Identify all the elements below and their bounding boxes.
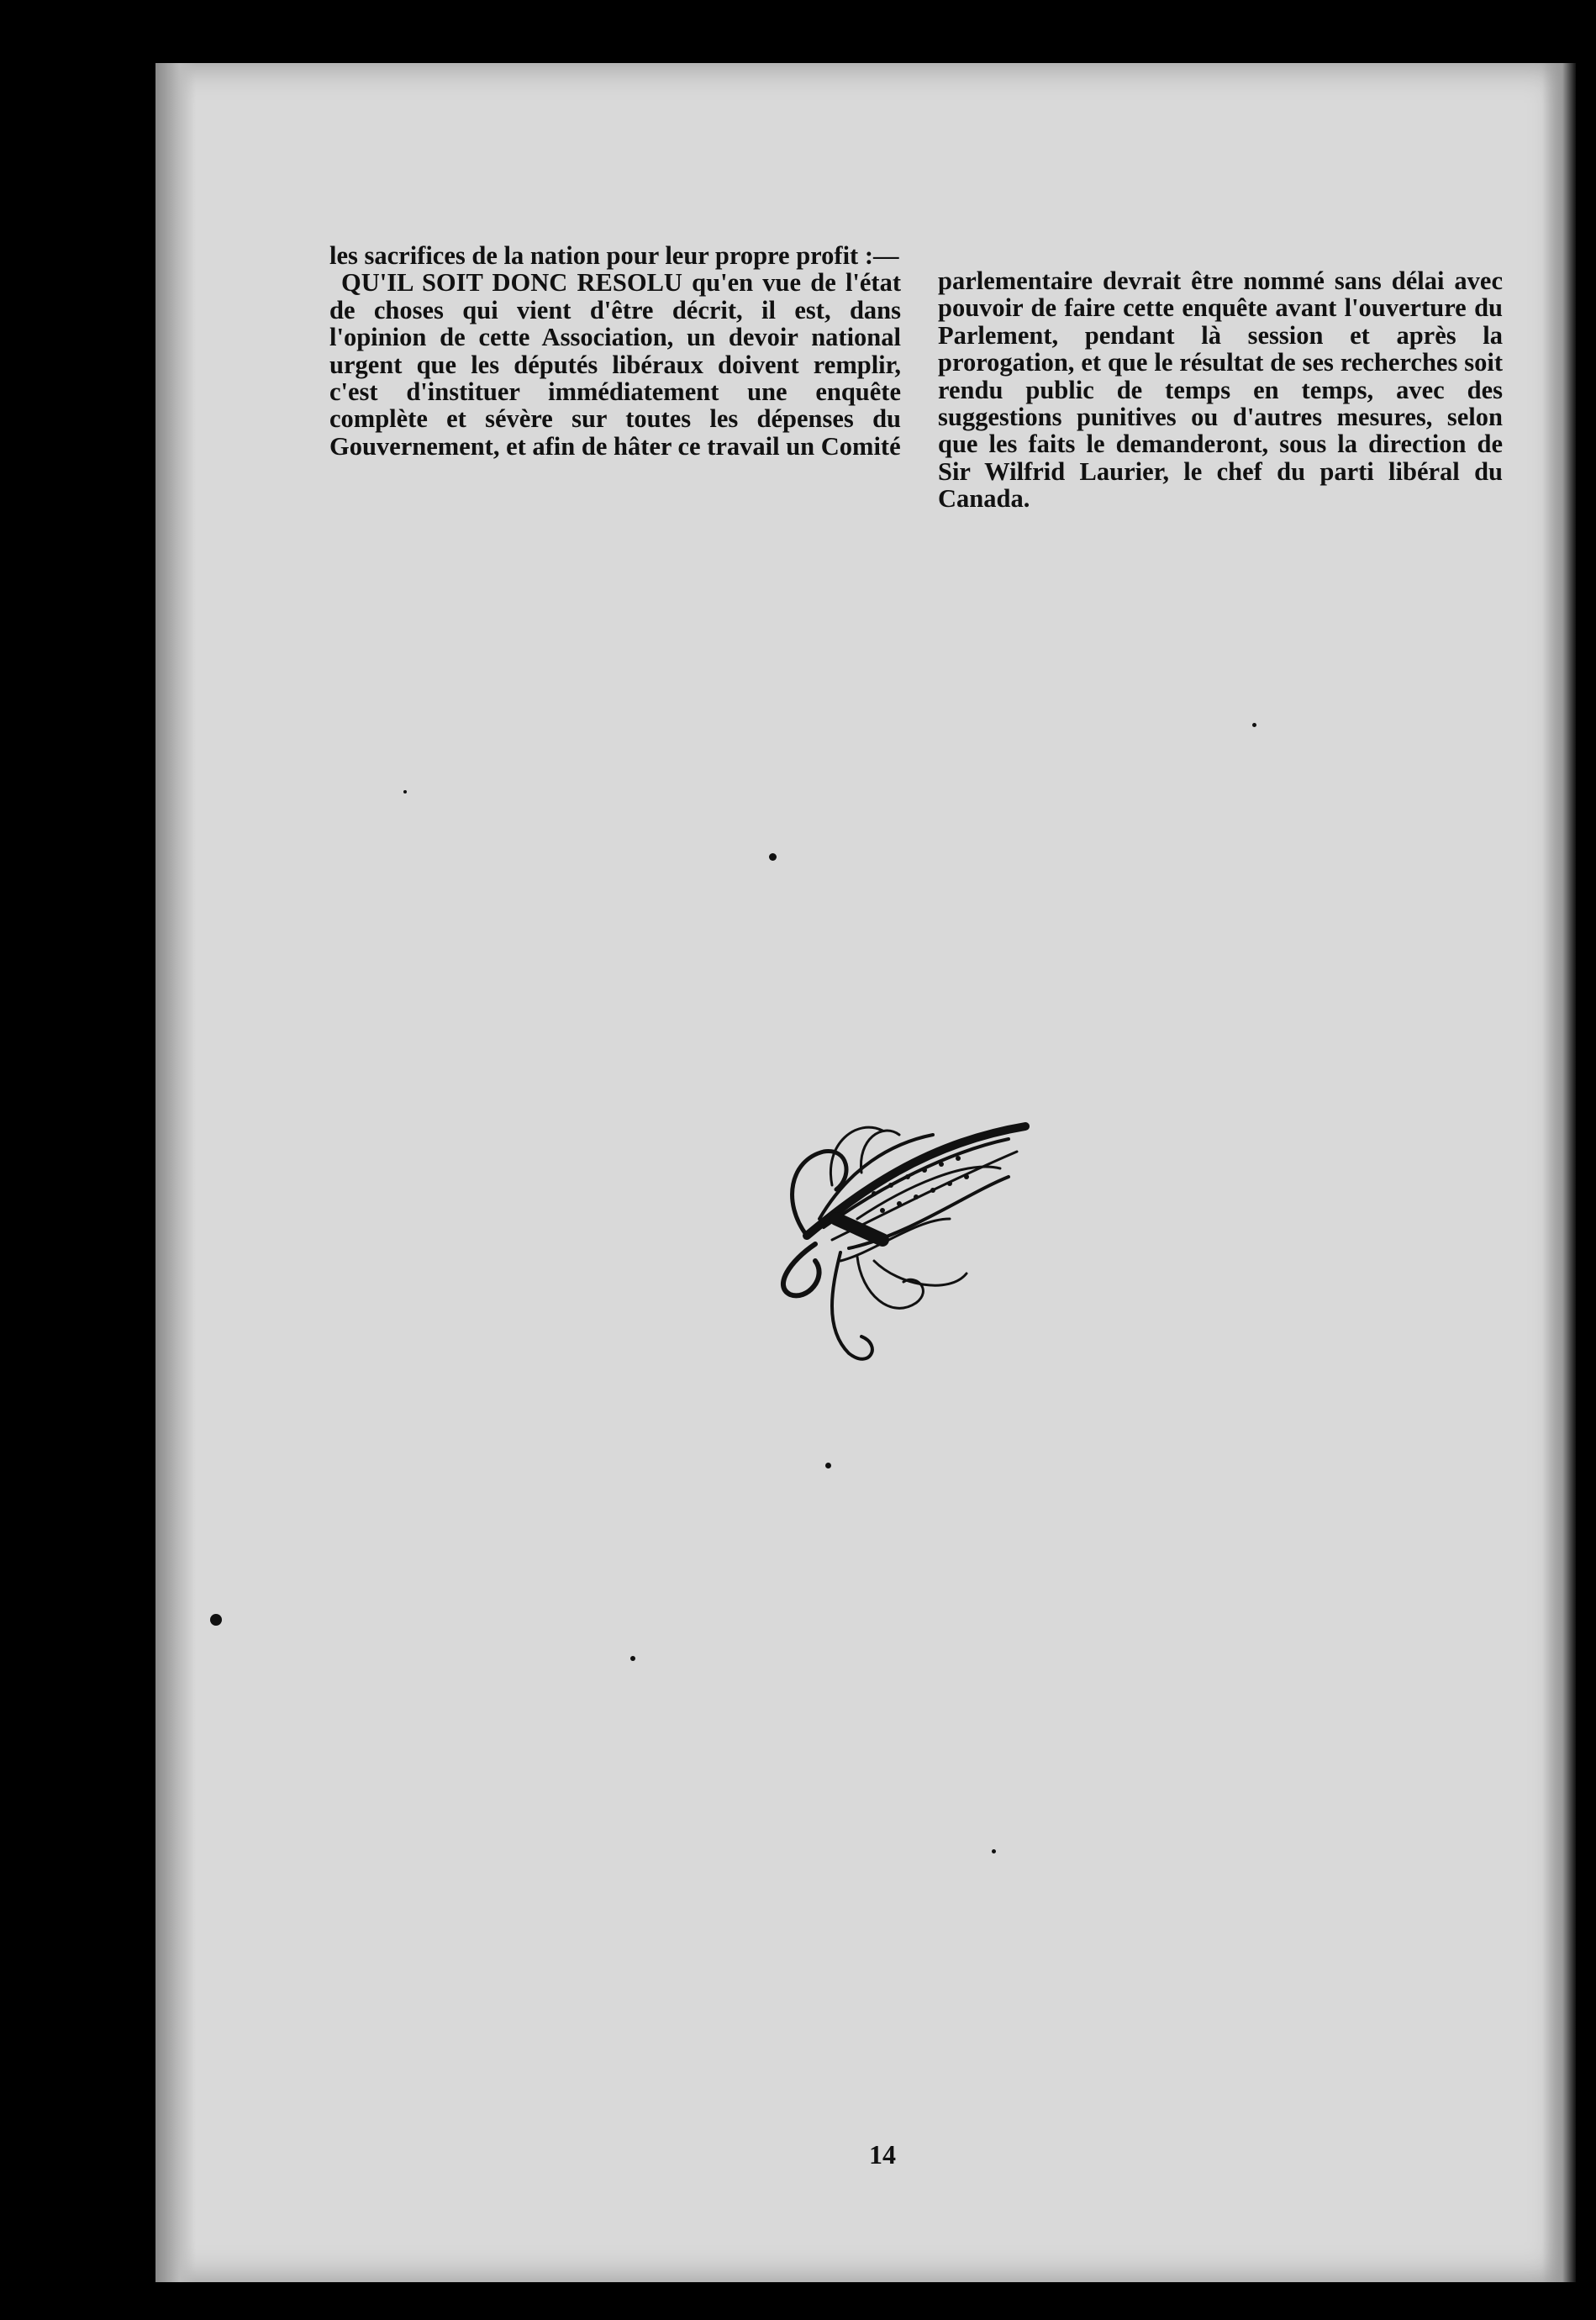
paragraph-continuation: les sacrifices de la nation pour leur propre profit :— (329, 241, 899, 270)
resolution-paragraph: QU'IL SOIT DONC RESOLU qu'en vue de l'état de choses qui vient d'être décrit, il est, dans l'opinion de cette Association, un devoir national urgent que les députés libéraux doivent remplir, c'est d'instituer immédiatement une enquête complète et sévère sur toutes les dépenses du Gouvernement, et afin de hâter ce travail un Comité (329, 268, 901, 461)
page-left-edge (155, 63, 196, 2282)
text-column-left (329, 242, 901, 460)
print-speck (1252, 723, 1256, 727)
fleuron-ornament-icon (756, 1093, 1042, 1379)
print-speck (992, 1849, 996, 1853)
page-right-edge (1542, 63, 1576, 2282)
print-speck (769, 853, 777, 861)
print-speck (825, 1463, 831, 1468)
print-speck (630, 1656, 635, 1661)
print-speck (403, 790, 407, 794)
resolution-paragraph-continued: parlementaire devrait être nommé sans délai avec pouvoir de faire cette enquête avant l'ouverture du Parlement, pendant là session et après la prorogation, et que le résultat de ses recherches soit rendu public de temps en temps, avec des suggestions punitives ou d'autres mesures, selon que les faits le demanderont, sous la direction de Sir Wilfrid Laurier, le chef du parti libéral du Canada. (938, 266, 1503, 514)
binding-shadow (1577, 50, 1596, 2303)
page-number: 14 (869, 2139, 896, 2170)
text-column-right (938, 267, 1503, 513)
print-speck (210, 1614, 222, 1626)
